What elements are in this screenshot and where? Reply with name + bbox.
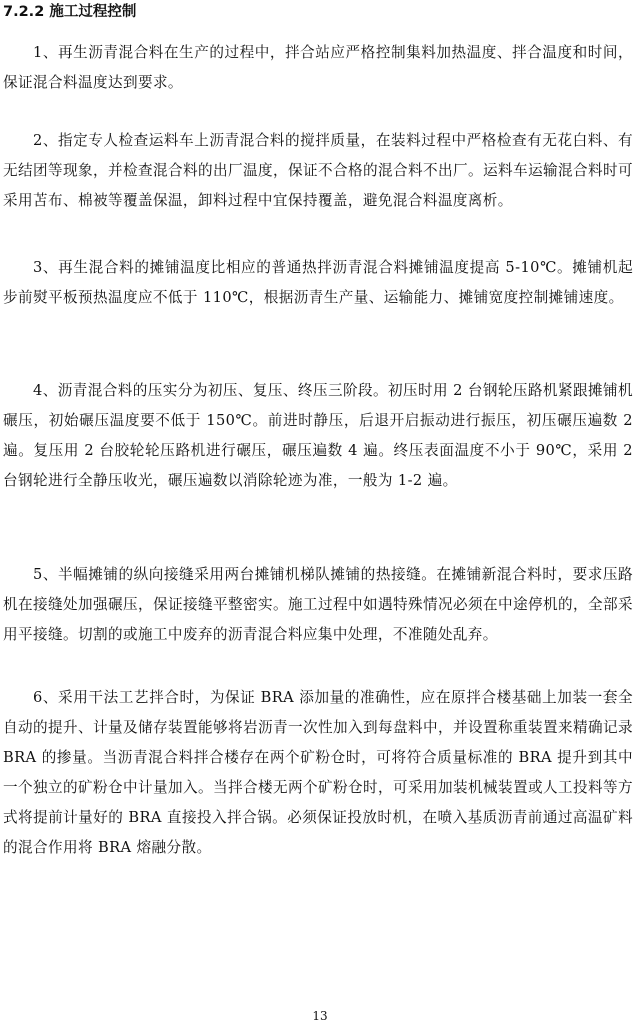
paragraph-4: 4、沥青混合料的压实分为初压、复压、终压三阶段。初压时用 2 台钢轮压路机紧跟摊铺机碾压，初始碾压温度要不低于 150℃。前进时静压，后退开启振动进行振压，初压碾压遍数 2 遍。复压用 2 台胶轮轮压路机进行碾压，碾压遍数 4 遍。终压表面温度不小于 90℃，采用 2 台钢轮进行全静压收光，碾压遍数以消除轮迹为准，一般为 1-2 遍。	[3, 382, 633, 489]
paragraph-5: 5、半幅摊铺的纵向接缝采用两台摊铺机梯队摊铺的热接缝。在摊铺新混合料时，要求压路机在接缝处加强碾压，保证接缝平整密实。施工过程中如遇特殊情况必须在中途停机的，全部采用平接缝。切割的或施工中废弃的沥青混合料应集中处理，不准随处乱弃。	[3, 566, 633, 643]
paragraph-1: 1、再生沥青混合料在生产的过程中，拌合站应严格控制集料加热温度、拌合温度和时间，保证混合料温度达到要求。	[3, 44, 633, 91]
paragraph-2: 2、指定专人检查运料车上沥青混合料的搅拌质量，在装料过程中严格检查有无花白料、有无结团等现象，并检查混合料的出厂温度，保证不合格的混合料不出厂。运料车运输混合料时可采用苫布、棉被等覆盖保温，卸料过程中宜保持覆盖，避免混合料温度离析。	[3, 132, 633, 209]
paragraph-6: 6、采用干法工艺拌合时，为保证 BRA 添加量的准确性，应在原拌合楼基础上加装一套全自动的提升、计量及储存装置能够将岩沥青一次性加入到每盘料中，并设置称重装置来精确记录 BRA 的掺量。当沥青混合料拌合楼存在两个矿粉仓时，可将符合质量标准的 BRA 提升到其中一个独立的矿粉仓中计量加入。当拌合楼无两个矿粉仓时，可采用加装机械装置或人工投料等方式将提前计量好的 BRA 直接投入拌合锅。必须保证投放时机，在喷入基质沥青前通过高温矿料的混合作用将 BRA 熔融分散。	[3, 689, 633, 856]
page-number: 13	[312, 1009, 328, 1023]
section-heading: 7.2.2 施工过程控制	[3, 4, 137, 20]
paragraph-3: 3、再生混合料的摊铺温度比相应的普通热拌沥青混合料摊铺温度提高 5-10℃。摊铺机起步前熨平板预热温度应不低于 110℃，根据沥青生产量、运输能力、摊铺宽度控制摊铺速度。	[3, 259, 633, 306]
